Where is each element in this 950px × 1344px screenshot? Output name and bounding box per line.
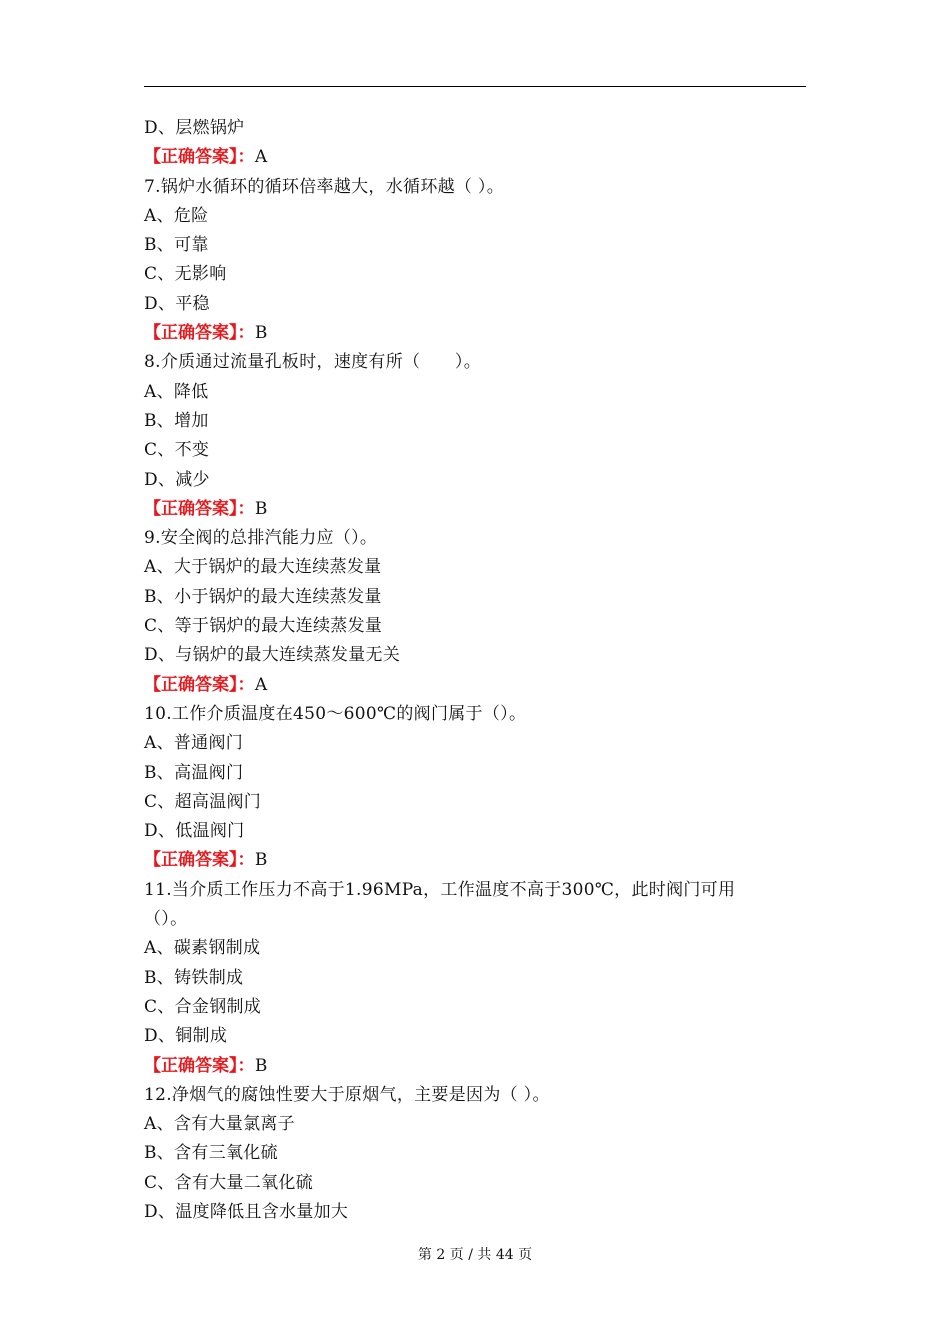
option-text: D、与锅炉的最大连续蒸发量无关 (144, 645, 401, 666)
option-text: C、不变 (144, 440, 210, 461)
option-text: D、温度降低且含水量加大 (144, 1201, 349, 1222)
option-text: A、含有大量氯离子 (144, 1114, 295, 1135)
answer-line (144, 671, 806, 700)
footer-total-pages: 44 (495, 1247, 514, 1263)
option-text: B、铸铁制成 (144, 967, 244, 988)
option-text: D、低温阀门 (144, 821, 245, 842)
answer-colon: ： (237, 674, 255, 695)
option-text: C、无影响 (144, 264, 227, 285)
answer-label: 【正确答案】 (144, 147, 238, 168)
option-text: B、高温阀门 (144, 762, 244, 783)
question-text: 11.当介质工作压力不高于1.96MPa，工作温度不高于300℃，此时阀门可用 (144, 879, 736, 900)
option-text: D、铜制成 (144, 1026, 228, 1047)
answer-colon: ： (237, 498, 255, 519)
answer-label: 【正确答案】 (144, 674, 238, 695)
answer-value: A (254, 674, 268, 695)
option-text: C、超高温阀门 (144, 791, 262, 812)
option-text: A、普通阀门 (144, 733, 244, 754)
answer-colon: ： (237, 323, 255, 344)
answer-value: B (254, 323, 268, 344)
answer-value: B (254, 850, 268, 871)
answer-label: 【正确答案】 (144, 1055, 238, 1076)
answer-colon: ： (237, 850, 255, 871)
option-text: B、含有三氧化硫 (144, 1143, 278, 1164)
answer-line (144, 143, 806, 172)
footer-separator: / (468, 1247, 473, 1263)
answer-colon: ： (237, 147, 255, 168)
page-footer (0, 1244, 950, 1264)
option-text: C、等于锅炉的最大连续蒸发量 (144, 616, 383, 637)
footer-total-unit: 页 (518, 1247, 533, 1263)
option-text: A、碳素钢制成 (144, 938, 261, 959)
option-text: D、层燃锅炉 (144, 118, 245, 138)
header-rule (144, 86, 806, 87)
answer-label: 【正确答案】 (144, 850, 238, 871)
option-text: B、增加 (144, 410, 209, 431)
answer-label: 【正确答案】 (144, 323, 238, 344)
answer-line (144, 495, 806, 524)
footer-prefix: 第 (417, 1247, 432, 1263)
question-text: 12.净烟气的腐蚀性要大于原烟气，主要是因为（ ）。 (144, 1084, 550, 1105)
answer-label: 【正确答案】 (144, 498, 238, 519)
option-text: A、危险 (144, 205, 209, 226)
answer-colon: ： (237, 1055, 255, 1076)
option-text: A、大于锅炉的最大连续蒸发量 (144, 557, 382, 578)
answer-value: A (254, 147, 268, 168)
question-text-continued: （）。 (144, 909, 188, 930)
option-text: C、合金钢制成 (144, 996, 262, 1017)
answer-value: B (254, 498, 268, 519)
answer-line (144, 1052, 806, 1081)
answer-line (144, 319, 806, 348)
document-body (144, 114, 806, 1227)
answer-value: B (254, 1055, 268, 1076)
footer-page-unit: 页 (449, 1247, 464, 1263)
footer-page-number: 2 (436, 1247, 446, 1263)
question-text: 7.锅炉水循环的循环倍率越大，水循环越（ ）。 (144, 176, 505, 197)
option-text: D、减少 (144, 469, 210, 490)
question-text: 8.介质通过流量孔板时，速度有所（ ）。 (144, 352, 482, 373)
option-text: C、含有大量二氧化硫 (144, 1172, 314, 1193)
footer-total-prefix: 共 (477, 1247, 492, 1263)
option-text: B、可靠 (144, 235, 209, 256)
answer-line (144, 846, 806, 875)
question-text: 9.安全阀的总排汽能力应（）。 (144, 528, 378, 549)
option-text: D、平稳 (144, 293, 210, 314)
question-text: 10.工作介质温度在450～600℃的阀门属于（）。 (144, 703, 527, 724)
option-text: A、降低 (144, 381, 209, 402)
option-text: B、小于锅炉的最大连续蒸发量 (144, 586, 382, 607)
